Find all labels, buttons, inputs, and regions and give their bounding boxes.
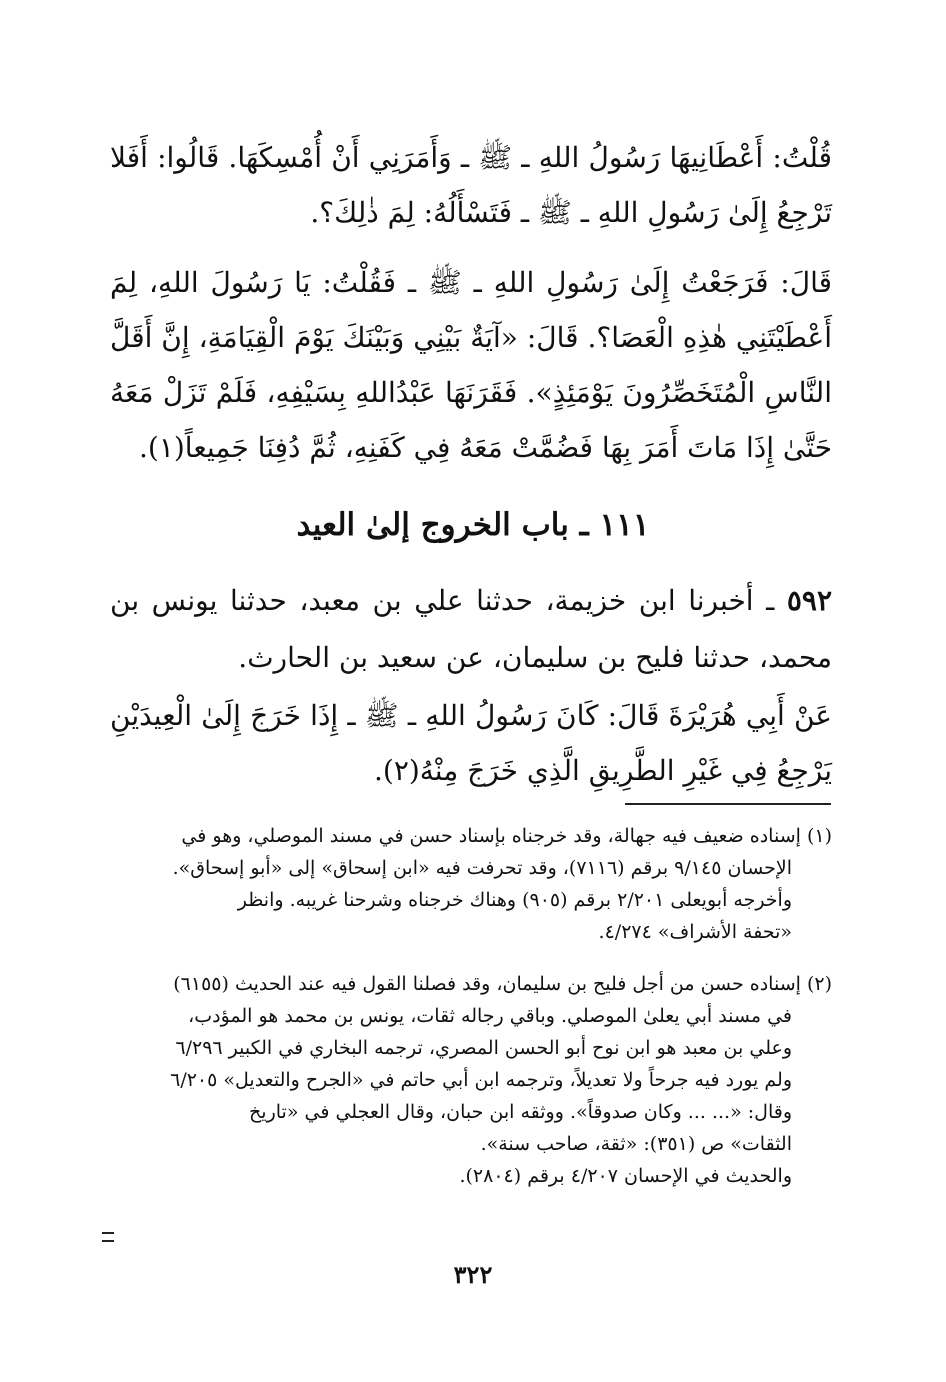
margin-mark (102, 1232, 114, 1242)
page-number: ٣٢٢ (453, 1260, 493, 1289)
footnote-line: (١) إسناده ضعيف فيه جهالة، وقد خرجناه بإسناد حسن في مسند الموصلي، وهو في (181, 825, 832, 847)
paragraph-hadith-end: قَالَ: فَرَجَعْتُ إِلَىٰ رَسُولِ اللهِ ـ ﷺ ـ فَقُلْتُ: يَا رَسُولَ اللهِ، لِمَ أَعْطَيْتَنِي هٰذِهِ الْعَصَا؟. قَالَ: «آيَةٌ بَيْنِي وَبَيْنَكَ يَوْمَ الْقِيَامَةِ، إِنَّ أَقَلَّ النَّاسِ الْمُتَخَصِّرُونَ يَوْمَئِذٍ». فَقَرَنَهَا عَبْدُاللهِ بِسَيْفِهِ، فَلَمْ تَزَلْ مَعَهُ حَتَّىٰ إِذَا مَاتَ أَمَرَ بِهَا فَضُمَّتْ مَعَهُ فِي كَفَنِهِ، ثُمَّ دُفِنَا جَمِيعاً(١). (110, 266, 832, 464)
footnote-line: والحديث في الإحسان ٤/٢٠٧ برقم (٢٨٠٤). (459, 1165, 792, 1187)
footnote-separator (625, 803, 831, 805)
paragraph-matn: عَنْ أَبِي هُرَيْرَةَ قَالَ: كَانَ رَسُولُ اللهِ ـ ﷺ ـ إِذَا خَرَجَ إِلَىٰ الْعِيدَيْنِ يَرْجِعُ فِي غَيْرِ الطَّرِيقِ الَّذِي خَرَجَ مِنْهُ(٢). (110, 699, 832, 787)
footnote-line: وقال: «... ... وكان صدوقاً». ووثقه ابن حبان، وقال العجلي في «تاريخ (249, 1101, 792, 1123)
footnote-2 (110, 968, 832, 1192)
footnote-line: الإحسان ٩/١٤٥ برقم (٧١١٦)، وقد تحرفت فيه «ابن إسحاق» إلى «أبو إسحاق». (172, 857, 792, 879)
chapter-heading: ١١١ ـ باب الخروج إلىٰ العيد (296, 507, 650, 543)
isnad-text: ـ أخبرنا ابن خزيمة، حدثنا علي بن معبد، حدثنا يونس بن محمد، حدثنا فليح بن سليمان، عن سعيد بن الحارث. (110, 584, 832, 674)
footnote-line: ولم يورد فيه جرحاً ولا تعديلاً، وترجمه ابن أبي حاتم في «الجرح والتعديل» ٦/٢٠٥ (170, 1069, 792, 1091)
paragraph-hadith-continued: قُلْتُ: أَعْطَانِيهَا رَسُولُ اللهِ ـ ﷺ ـ وَأَمَرَنِي أَنْ أُمْسِكَهَا. قَالُوا: أَفَلا تَرْجِعُ إِلَىٰ رَسُولِ اللهِ ـ ﷺ ـ فَتَسْأَلُهُ: لِمَ ذٰلِكَ؟. (110, 141, 832, 229)
footnote-line: وأخرجه أبويعلى ٢/٢٠١ برقم (٩٠٥) وهناك خرجناه وشرحنا غريبه. وانظر (237, 889, 792, 911)
paragraph-isnad (110, 572, 832, 686)
footnote-line: «تحفة الأشراف» ٤/٢٧٤. (598, 921, 792, 943)
footnote-line: في مسند أبي يعلىٰ الموصلي. وباقي رجاله ثقات، يونس بن محمد هو المؤدب، (188, 1005, 792, 1027)
footnote-line: وعلي بن معبد هو ابن نوح أبو الحسن المصري، ترجمه البخاري في الكبير ٦/٢٩٦ (175, 1037, 792, 1059)
footnote-line: الثقات» ص (٣٥١): «ثقة، صاحب سنة». (480, 1133, 792, 1155)
footnote-1 (110, 820, 832, 948)
footnote-line: (٢) إسناده حسن من أجل فليح بن سليمان، وقد فصلنا القول فيه عند الحديث (٦١٥٥) (173, 973, 832, 995)
hadith-number: ٥٩٢ (786, 584, 832, 617)
